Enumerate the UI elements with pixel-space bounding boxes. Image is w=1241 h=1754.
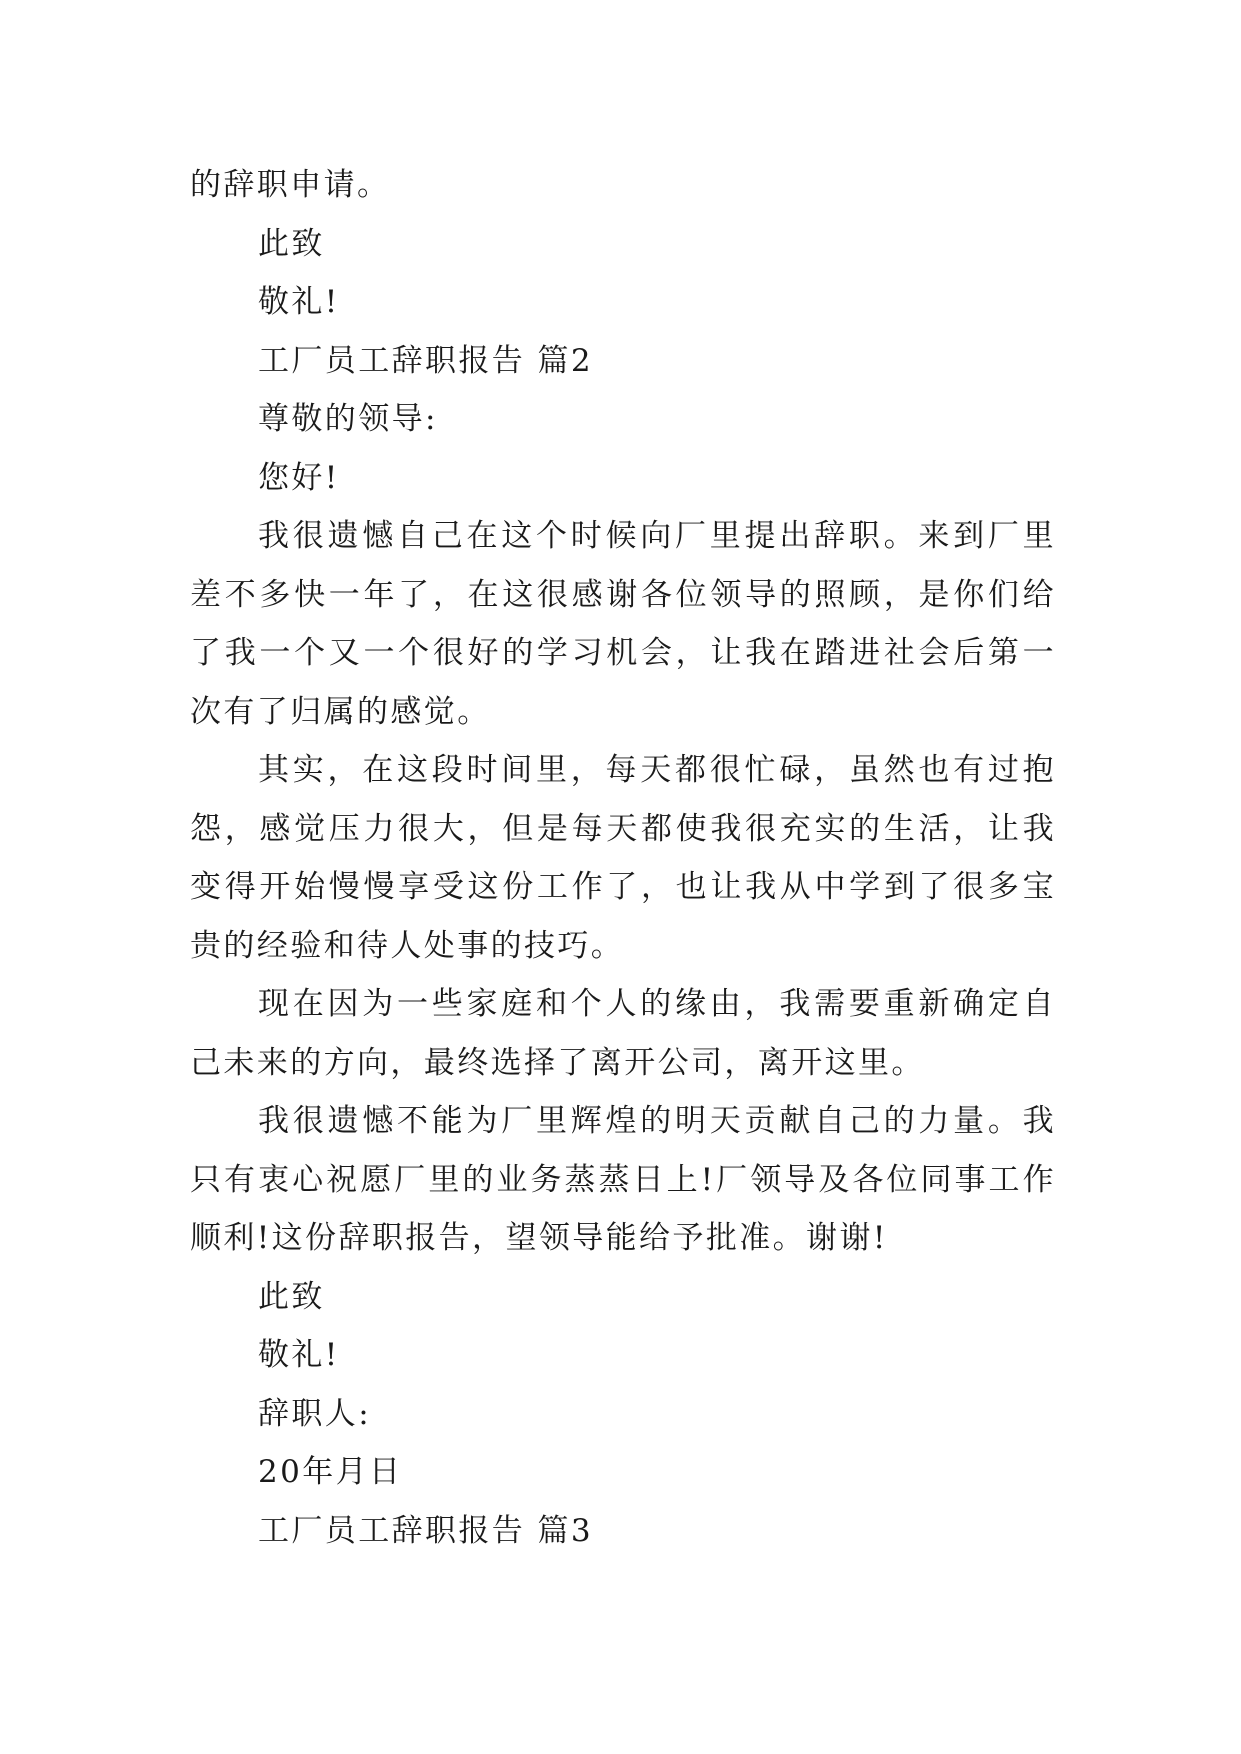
paragraph-salutation-jing-li-2: 敬礼! <box>258 1337 340 1373</box>
paragraph-salutation-ci-zhi-2: 此致 <box>258 1278 325 1315</box>
paragraph-body-1: 我很遗憾自己在这个时候向厂里提出辞职。来到厂里差不多快一年了，在这很感谢各位领导的照顾，是你们给了我一个又一个很好的学习机会，让我在踏进社会后第一次有了归属的感觉。 <box>190 518 1056 730</box>
paragraph-addressee: 尊敬的领导: <box>258 401 438 437</box>
section-heading-part-3: 工厂员工辞职报告 篇3 <box>258 1512 593 1549</box>
paragraph-date: 20年月日 <box>258 1454 403 1490</box>
paragraph-body-4: 我很遗憾不能为厂里辉煌的明天贡献自己的力量。我只有衷心祝愿厂里的业务蒸蒸日上!厂领导及各位同事工作顺利!这份辞职报告，望领导能给予批准。谢谢! <box>190 1103 1056 1256</box>
paragraph-body-2: 其实，在这段时间里，每天都很忙碌，虽然也有过抱怨，感觉压力很大，但是每天都使我很充实的生活，让我变得开始慢慢享受这份工作了，也让我从中学到了很多宝贵的经验和待人处事的技巧。 <box>190 752 1056 964</box>
paragraph-body-3: 现在因为一些家庭和个人的缘由，我需要重新确定自己未来的方向，最终选择了离开公司，离开这里。 <box>190 986 1056 1081</box>
paragraph-closing-line: 的辞职申请。 <box>190 167 391 203</box>
paragraph-salutation-jing-li: 敬礼! <box>258 284 340 320</box>
document-body <box>190 156 1056 1560</box>
section-heading-part-2: 工厂员工辞职报告 篇2 <box>258 342 593 379</box>
paragraph-signatory: 辞职人: <box>258 1395 372 1432</box>
paragraph-greeting: 您好! <box>258 459 340 496</box>
paragraph-salutation-ci-zhi: 此致 <box>258 225 325 262</box>
